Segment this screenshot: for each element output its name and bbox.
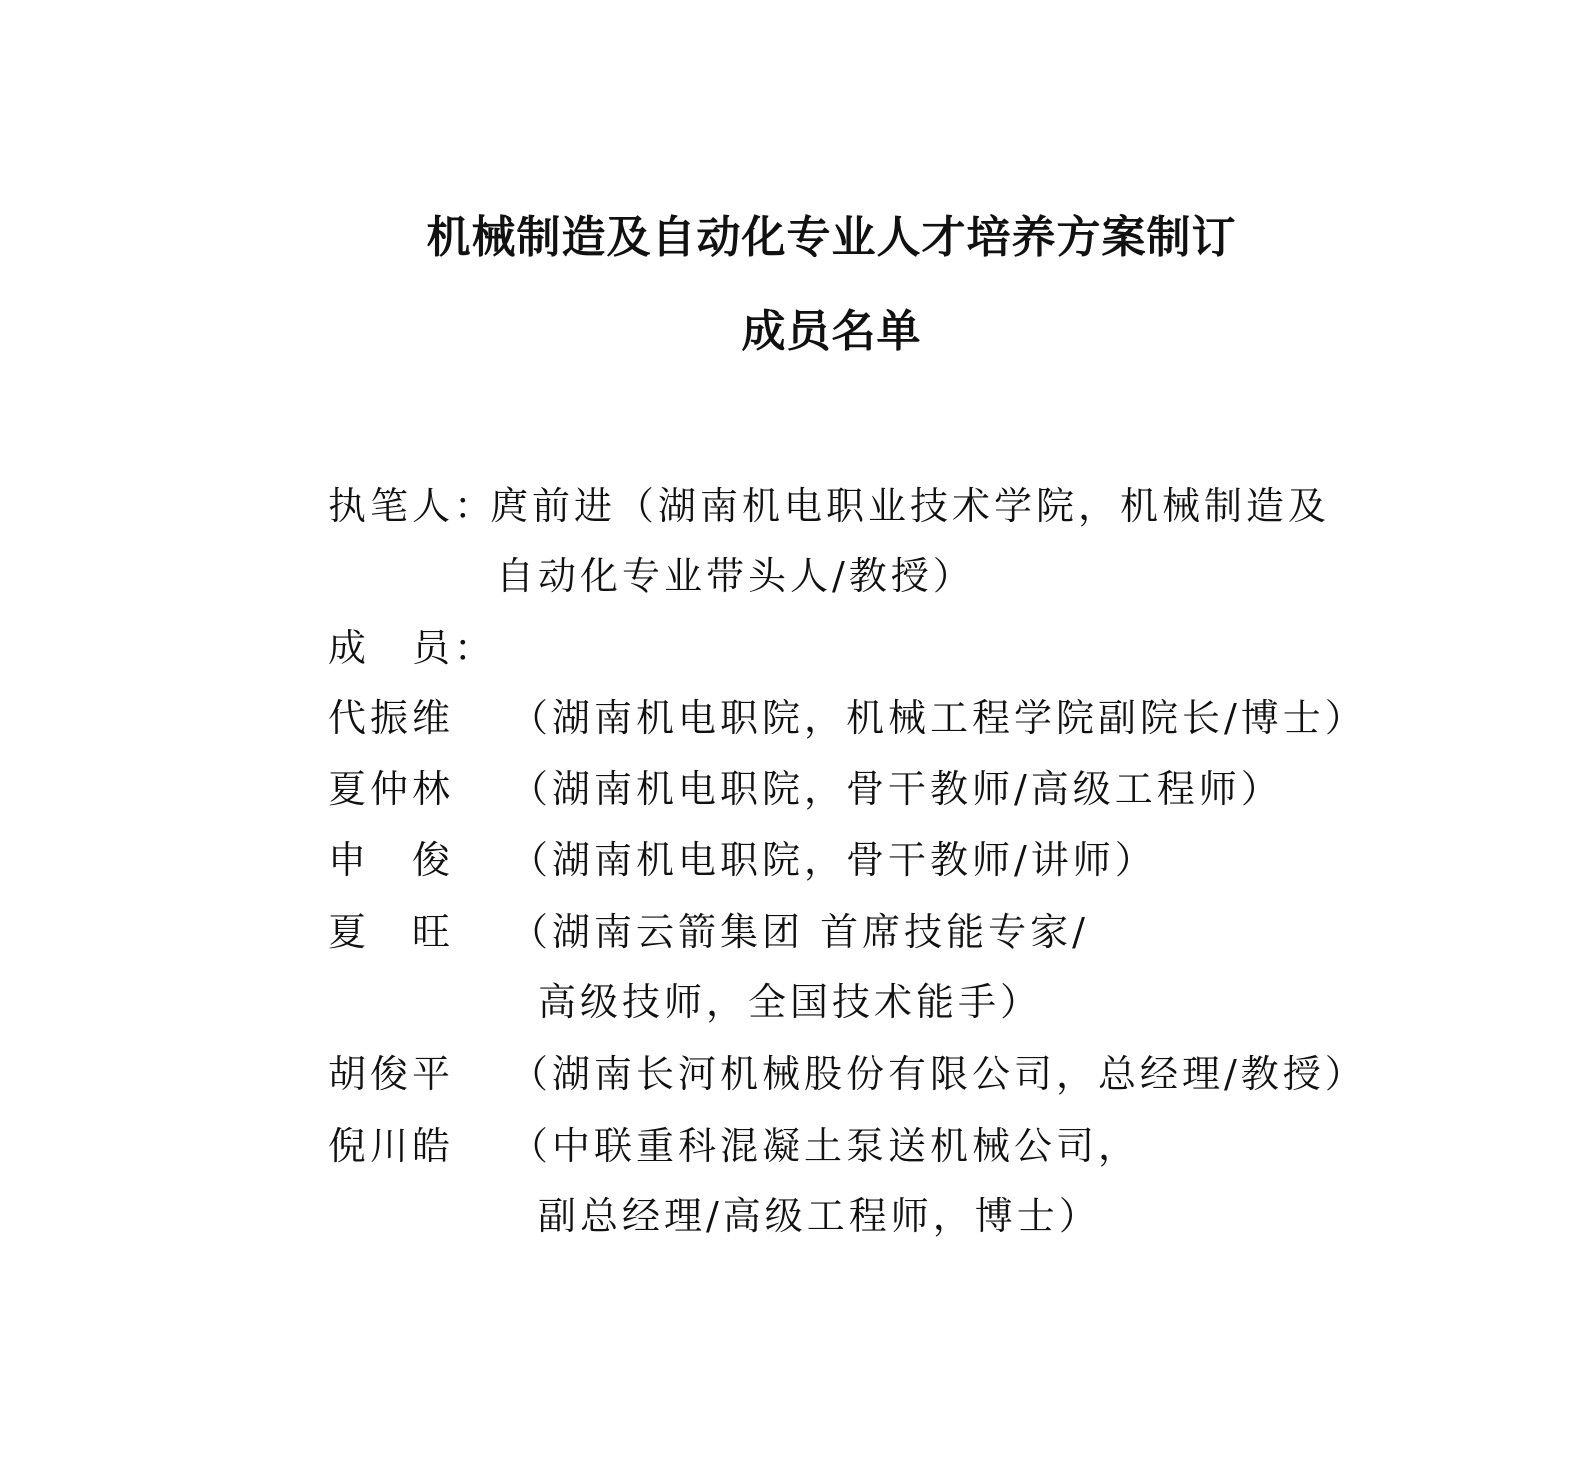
writer-detail-line1: 庹前进（湖南机电职业技术学院，机械制造及 [490,484,1331,528]
member-detail: （湖南机电职院，机械工程学院副院长/博士） [510,696,1367,740]
member-name: 代振维 [328,696,455,740]
member-detail: （湖南机电职院，骨干教师/讲师） [510,838,1157,882]
document-subtitle: 成员名单 [741,306,922,357]
document-title: 机械制造及自动化专业人才培养方案制订 [426,212,1237,263]
member-name: 夏仲林 [328,767,455,811]
member-name: 申 俊 [328,838,455,882]
member-name: 倪川皓 [328,1124,455,1168]
member-detail: （湖南长河机械股份有限公司，总经理/教授） [510,1052,1367,1096]
member-detail: （中联重科混凝土泵送机械公司， [510,1124,1141,1168]
member-detail: （湖南云箭集团 首席技能专家/ [510,910,1089,954]
writer-label: 执笔人： [328,484,497,528]
members-label: 成 员： [328,626,497,670]
member-detail: （湖南机电职院，骨干教师/高级工程师） [510,767,1283,811]
member-name: 胡俊平 [328,1052,455,1096]
member-name: 夏 旺 [328,910,455,954]
member-detail-continuation: 高级技师，全国技术能手） [538,980,1043,1024]
writer-detail-line2: 自动化专业带头人/教授） [496,554,975,598]
member-detail-continuation: 副总经理/高级工程师，博士） [538,1194,1101,1238]
